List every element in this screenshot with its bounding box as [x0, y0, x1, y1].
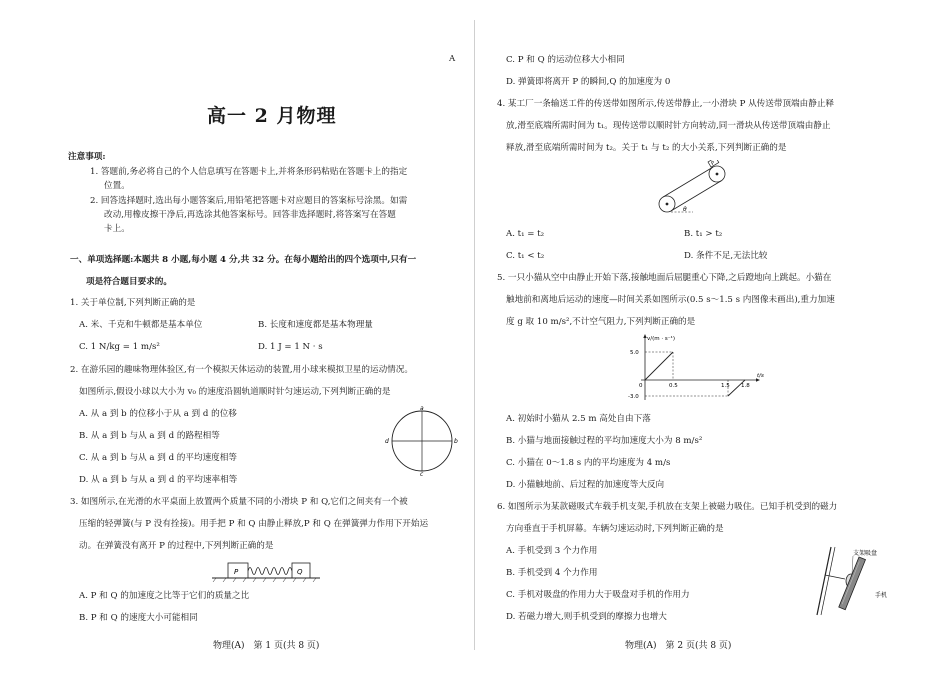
- right-page-footer: 物理(A) 第 2 页(共 8 页): [625, 641, 732, 651]
- q4-stem-line-3: 释放,滑至底端所需时间为 t₂。关于 t₁ 与 t₂ 的大小关系,下列判断正确的是: [506, 143, 787, 153]
- q1-option-b: B. 长度和速度都是基本物理量: [258, 320, 373, 330]
- q5-tick-1-5: 1.5: [721, 383, 730, 389]
- q5-option-a: A. 初始时小猫从 2.5 m 高处自由下落: [506, 414, 651, 424]
- q6-option-d: D. 若磁力增大,则手机受到的摩擦力也增大: [506, 612, 667, 622]
- q3-stem-line-3: 动。在弹簧没有离开 P 的过程中,下列判断正确的是: [79, 541, 274, 551]
- section-header-line-1: 一、单项选择题:本题共 8 小题,每小题 4 分,共 32 分。在每小题给出的四个选项中,只有一: [70, 255, 417, 265]
- q6-option-c: C. 手机对吸盘的作用力大于吸盘对手机的作用力: [506, 590, 690, 600]
- q1-option-d: D. 1 J = 1 N · s: [258, 342, 323, 352]
- q2-label-d: d: [385, 438, 389, 445]
- q5-origin: 0: [639, 383, 643, 389]
- note-2-line-3: 卡上。: [104, 224, 130, 234]
- q5-stem-line-3: 度 g 取 10 m/s²,不计空气阻力,下列判断正确的是: [506, 317, 696, 327]
- q1-option-a: A. 米、千克和牛顿都是基本单位: [79, 320, 203, 330]
- q5-fall-line: [645, 352, 673, 380]
- q4-belt-bottom: [671, 181, 721, 211]
- q5-tick-1-8: 1.8: [741, 383, 750, 389]
- note-2-line-2: 改动,用橡皮擦干净后,再选涂其他答案标号。回答非选择题时,将答案写在答题: [104, 210, 396, 220]
- q5-tick-minus-3: -3.0: [628, 394, 639, 400]
- svg-text:P: P: [710, 160, 716, 167]
- q5-tick-5: 5.0: [630, 350, 639, 356]
- q4-option-c: C. t₁ < t₂: [506, 251, 545, 261]
- q2-option-c: C. 从 a 到 b 与从 a 到 d 的平均速度相等: [79, 453, 237, 463]
- q2-option-d: D. 从 a 到 b 与从 a 到 d 的平均速率相等: [79, 475, 238, 485]
- q6-option-a: A. 手机受到 3 个力作用: [506, 546, 598, 556]
- q4-stem-line-1: 4. 某工厂一条输送工件的传送带如图所示,传送带静止,一小滑块 P 从传送带顶端由静止释: [497, 99, 835, 109]
- q6-label-phone: 手机: [875, 592, 888, 599]
- q4-option-b: B. t₁ > t₂: [684, 229, 723, 239]
- q1-stem: 1. 关于单位制,下列判断正确的是: [70, 298, 196, 308]
- q3-spring-figure: [210, 560, 322, 584]
- q5-option-d: D. 小猫触地前、后过程的加速度等大反向: [506, 480, 665, 490]
- q4-stem-line-2: 放,滑至底端所需时间为 t₁。现传送带以顺时针方向转动,同一滑块从传送带顶端由静止: [506, 121, 831, 131]
- q2-label-b: b: [454, 438, 458, 445]
- q6-stem-line-2: 方向垂直于手机屏幕。车辆匀速运动时,下列判断正确的是: [506, 524, 724, 534]
- q2-stem-line-1: 2. 在游乐园的趣味物理体验区,有一个模拟天体运动的装置,用小球来模拟卫星的运动情况。: [70, 365, 413, 375]
- q4-option-a: A. t₁ = t₂: [506, 229, 545, 239]
- q5-stem-line-2: 触地前和离地后运动的速度—时间关系如图所示(0.5 s～1.5 s 内图像未画出),重力加速: [506, 295, 835, 305]
- q3-option-c: C. P 和 Q 的运动位移大小相同: [506, 55, 625, 65]
- q3-option-b: B. P 和 Q 的速度大小可能相同: [79, 613, 198, 623]
- q6-label-suction: 支架吸盘: [853, 550, 878, 557]
- paper-version-label: A: [449, 54, 456, 64]
- q6-phone: [839, 557, 866, 610]
- q6-holder-arm: [817, 547, 831, 615]
- q5-stem-line-1: 5. 一只小猫从空中由静止开始下落,接触地面后屈腿重心下降,之后蹬地向上跳起。小猫在: [497, 273, 832, 283]
- section-header-line-2: 项是符合题目要求的。: [86, 277, 172, 287]
- q3-spring: [248, 568, 292, 575]
- q3-stem-line-1: 3. 如图所示,在光滑的水平桌面上放置两个质量不同的小滑块 P 和 Q,它们之间夹有一个被: [70, 497, 408, 507]
- q5-tick-0-5: 0.5: [669, 383, 678, 389]
- q3-option-d: D. 弹簧即将离开 P 的瞬间,Q 的加速度为 0: [506, 77, 671, 87]
- q3-label-q: Q: [297, 568, 303, 576]
- note-1-line-2: 位置。: [104, 181, 130, 191]
- q4-angle-theta: θ: [683, 206, 687, 213]
- q6-option-b: B. 手机受到 4 个力作用: [506, 568, 598, 578]
- q1-option-c: C. 1 N/kg = 1 m/s²: [79, 342, 160, 352]
- q5-vt-graph: [627, 332, 767, 402]
- q3-stem-line-2: 压缩的轻弹簧(与 P 没有拴接)。用手把 P 和 Q 由静止释放,P 和 Q 在弹簧弹力作用下开始运: [79, 519, 429, 529]
- notes-header: 注意事项:: [68, 152, 106, 162]
- q6-stem-line-1: 6. 如图所示为某款磁吸式车载手机支架,手机放在支架上被磁力吸住。已知手机受到的磁力: [497, 502, 838, 512]
- note-2-line-1: 2. 回答选择题时,选出每小题答案后,用铅笔把答题卡对应题目的答案标号涂黑。如需: [90, 196, 408, 206]
- q4-conveyor-figure: [655, 160, 735, 215]
- q3-label-p: P: [234, 568, 239, 576]
- q3-option-a: A. P 和 Q 的加速度之比等于它们的质量之比: [79, 591, 250, 601]
- q2-circle-figure: [384, 406, 460, 476]
- q5-option-c: C. 小猫在 0～1.8 s 内的平均速度为 4 m/s: [506, 458, 671, 468]
- q2-label-c: c: [420, 471, 424, 476]
- left-page-footer: 物理(A) 第 1 页(共 8 页): [213, 641, 320, 651]
- note-1-line-1: 1. 答题前,务必将自己的个人信息填写在答题卡上,并将条形码粘贴在答题卡上的指定: [90, 167, 408, 177]
- q2-option-b: B. 从 a 到 b 与从 a 到 d 的路程相等: [79, 431, 220, 441]
- q6-phone-holder-figure: [813, 545, 895, 621]
- q2-stem-line-2: 如图所示,假设小球以大小为 v₀ 的速度沿圆轨道顺时针匀速运动,下列判断正确的是: [79, 387, 391, 397]
- q4-belt-top: [663, 167, 713, 197]
- q5-option-b: B. 小猫与地面接触过程的平均加速度大小为 8 m/s²: [506, 436, 703, 446]
- right-page: [475, 0, 950, 688]
- q5-t-axis-label: t/s: [757, 373, 764, 379]
- q5-v-axis-label: v/(m · s⁻¹): [647, 336, 675, 342]
- q2-option-a: A. 从 a 到 b 的位移小于从 a 到 d 的位移: [79, 409, 237, 419]
- exam-title: 高一 2 月物理: [207, 105, 337, 127]
- q2-label-a: a: [420, 406, 424, 412]
- q4-option-d: D. 条件不足,无法比较: [684, 251, 768, 261]
